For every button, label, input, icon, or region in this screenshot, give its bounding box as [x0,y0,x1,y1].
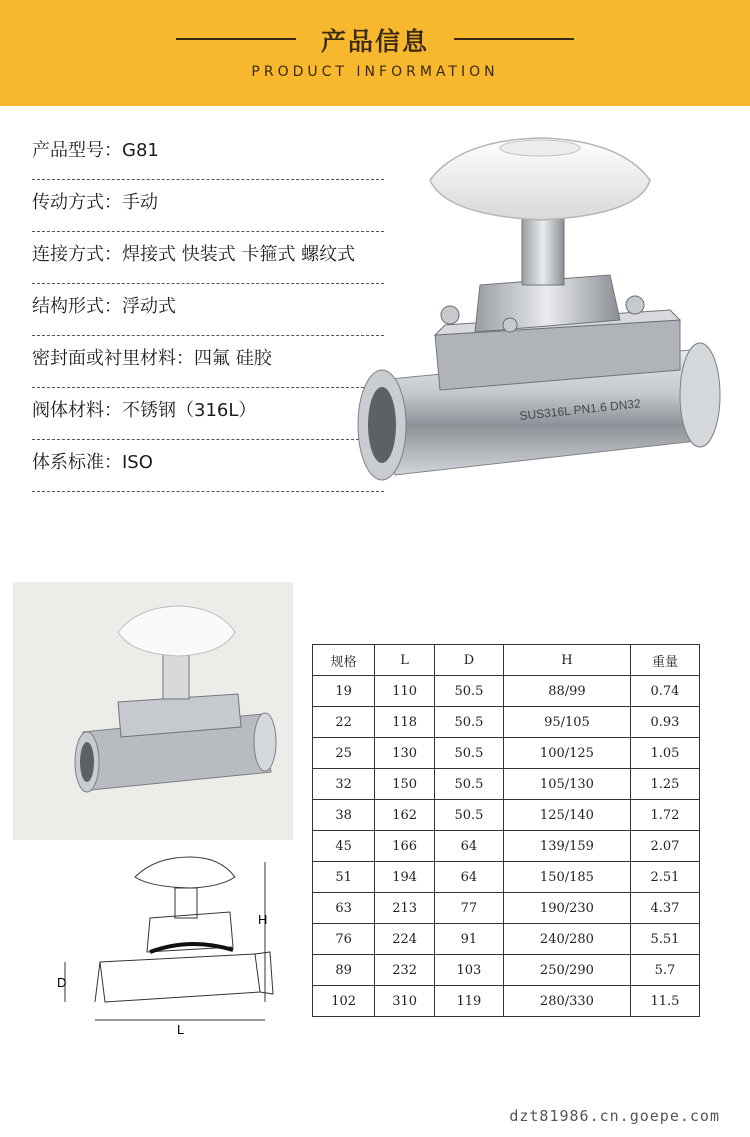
table-cell: 103 [434,955,503,986]
table-cell: 5.51 [630,924,699,955]
table-header-cell: H [503,645,630,676]
table-cell: 125/140 [503,800,630,831]
title-rule-right [454,38,574,40]
spec-row [32,336,384,388]
table-cell: 2.07 [630,831,699,862]
table-cell: 50.5 [434,738,503,769]
dim-label-h: H [258,912,268,927]
table-cell: 110 [375,676,435,707]
table-header-cell: 规格 [313,645,375,676]
section-subtitle: PRODUCT INFORMATION [251,64,499,80]
table-cell: 280/330 [503,986,630,1017]
header-banner [0,0,750,106]
spec-row [32,388,384,440]
table-cell: 5.7 [630,955,699,986]
spec-value: 手动 [122,192,158,213]
spec-label: 体系标准： [32,452,122,473]
table-cell: 50.5 [434,769,503,800]
table-cell: 119 [434,986,503,1017]
table-cell: 150 [375,769,435,800]
table-cell: 76 [313,924,375,955]
table-cell: 213 [375,893,435,924]
spec-value: 不锈钢（316L） [122,400,257,421]
spec-label: 密封面或衬里材料： [32,348,194,369]
table-row [313,800,700,831]
table-cell: 77 [434,893,503,924]
product-photo [13,582,293,840]
table-cell: 38 [313,800,375,831]
spec-row [32,232,384,284]
table-cell: 250/290 [503,955,630,986]
table-cell: 25 [313,738,375,769]
table-row [313,924,700,955]
table-cell: 150/185 [503,862,630,893]
valve-marking: SUS316L PN1.6 DN32 [518,396,642,423]
spec-table [312,644,700,1017]
spec-row [32,128,384,180]
spec-value: G81 [122,140,159,161]
table-cell: 224 [375,924,435,955]
table-cell: 89 [313,955,375,986]
spec-label: 结构形式： [32,296,122,317]
valve-hero-image [350,120,730,510]
table-row [313,893,700,924]
table-cell: 11.5 [630,986,699,1017]
spec-value: ISO [122,452,153,473]
table-cell: 166 [375,831,435,862]
table-cell: 105/130 [503,769,630,800]
table-row [313,831,700,862]
spec-row [32,284,384,336]
table-cell: 310 [375,986,435,1017]
table-cell: 91 [434,924,503,955]
table-header-cell: L [375,645,435,676]
table-cell: 45 [313,831,375,862]
table-cell: 190/230 [503,893,630,924]
table-cell: 130 [375,738,435,769]
table-cell: 4.37 [630,893,699,924]
table-cell: 1.05 [630,738,699,769]
table-row [313,676,700,707]
table-cell: 22 [313,707,375,738]
table-cell: 102 [313,986,375,1017]
table-cell: 95/105 [503,707,630,738]
table-row [313,986,700,1017]
table-cell: 63 [313,893,375,924]
table-cell: 51 [313,862,375,893]
table-cell: 240/280 [503,924,630,955]
table-header-row [313,645,700,676]
dim-label-d: D [57,975,67,990]
spec-value: 四氟 硅胶 [194,348,272,369]
spec-row [32,440,384,492]
table-cell: 139/159 [503,831,630,862]
dimension-drawing [55,852,295,1037]
table-cell: 118 [375,707,435,738]
table-cell: 50.5 [434,707,503,738]
table-cell: 162 [375,800,435,831]
spec-value: 浮动式 [122,296,176,317]
table-cell: 0.74 [630,676,699,707]
spec-label: 传动方式： [32,192,122,213]
table-cell: 64 [434,862,503,893]
spec-label: 阀体材料： [32,400,122,421]
table-cell: 1.72 [630,800,699,831]
dim-label-l: L [177,1022,185,1037]
table-cell: 88/99 [503,676,630,707]
table-cell: 100/125 [503,738,630,769]
table-header-cell: D [434,645,503,676]
table-cell: 1.25 [630,769,699,800]
table-cell: 19 [313,676,375,707]
table-cell: 64 [434,831,503,862]
section-title: 产品信息 [320,27,429,56]
table-row [313,862,700,893]
table-cell: 0.93 [630,707,699,738]
table-row [313,707,700,738]
spec-label: 连接方式： [32,244,122,265]
table-cell: 50.5 [434,676,503,707]
table-row [313,738,700,769]
table-cell: 232 [375,955,435,986]
table-cell: 32 [313,769,375,800]
spec-value: 焊接式 快装式 卡箍式 螺纹式 [122,244,356,265]
spec-label: 产品型号： [32,140,122,161]
table-cell: 50.5 [434,800,503,831]
spec-row [32,180,384,232]
spec-list [32,128,384,492]
table-row [313,769,700,800]
table-row [313,955,700,986]
watermark-url: dzt81986.cn.goepe.com [509,1107,720,1125]
table-cell: 2.51 [630,862,699,893]
table-cell: 194 [375,862,435,893]
table-body [313,676,700,1017]
table-header-cell: 重量 [630,645,699,676]
